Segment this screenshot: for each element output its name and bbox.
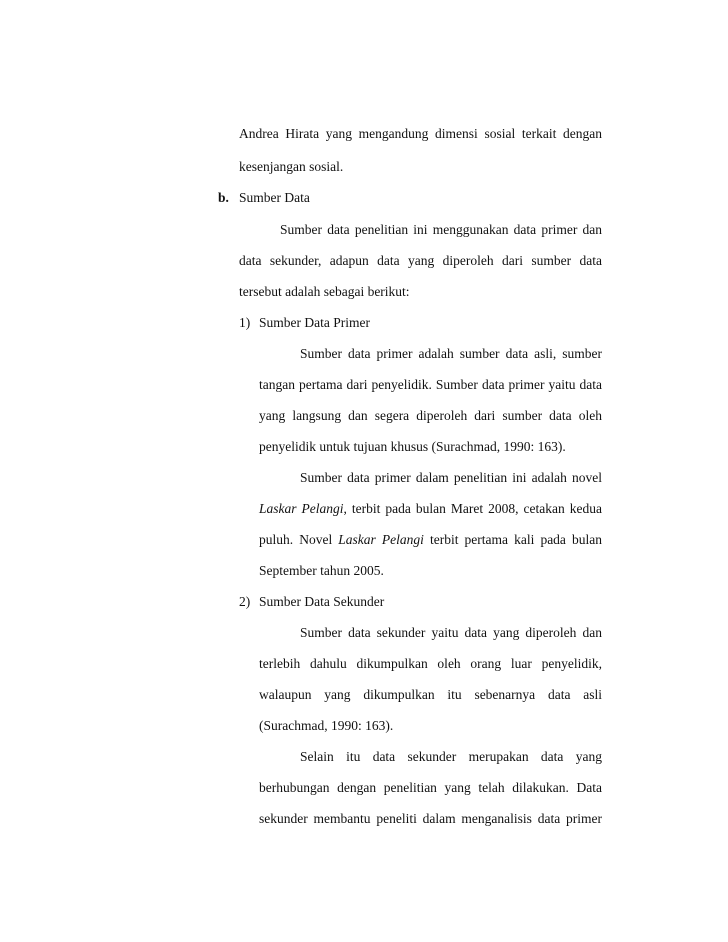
- section-b-heading: [218, 188, 310, 208]
- section-b-para-line: Sumber data penelitian ini menggunakan data primer dan: [280, 222, 602, 237]
- item-1-para-line: yang langsung dan segera diperoleh dari sumber data oleh: [259, 408, 602, 423]
- item-1-para2-line: puluh. Novel Laskar Pelangi terbit pertama kali pada bulan: [259, 532, 603, 547]
- item-1-title: Sumber Data Primer: [259, 315, 370, 330]
- section-b-title: Sumber Data: [239, 190, 310, 205]
- item-1-marker: 1): [239, 315, 251, 330]
- section-b-para-line: data sekunder, adapun data yang diperoleh dari sumber data: [239, 253, 602, 268]
- novel-title: Laskar Pelangi: [259, 501, 344, 516]
- item-2-para2-line: Selain itu data sekunder merupakan data yang: [300, 749, 602, 764]
- item-2-para-line: walaupun yang dikumpulkan itu sebenarnya data asli: [259, 687, 602, 702]
- intro-line-2: kesenjangan sosial.: [239, 159, 344, 174]
- item-1-para2-line: Sumber data primer dalam penelitian ini adalah novel: [300, 470, 602, 485]
- item-2-heading: [239, 592, 602, 612]
- intro-line-1: Andrea Hirata yang mengandung dimensi sosial terkait dengan: [239, 126, 602, 141]
- item-2-marker: 2): [239, 594, 251, 609]
- novel-title: Laskar Pelangi: [338, 532, 424, 547]
- item-1-para-line: Sumber data primer adalah sumber data asli, sumber: [300, 346, 602, 361]
- item-1-para-line: tangan pertama dari penyelidik. Sumber data primer yaitu data: [259, 377, 602, 392]
- item-2-para-line: Sumber data sekunder yaitu data yang diperoleh dan: [300, 625, 602, 640]
- section-b-marker: b.: [218, 190, 229, 205]
- section-b-para-line: tersebut adalah sebagai berikut:: [239, 284, 410, 299]
- item-1-para-line: penyelidik untuk tujuan khusus (Surachmad, 1990: 163).: [259, 439, 566, 454]
- item-1-para2-line: Laskar Pelangi, terbit pada bulan Maret 2008, cetakan kedua: [259, 501, 603, 516]
- item-2-title: Sumber Data Sekunder: [259, 594, 385, 609]
- item-2-para2-line: berhubungan dengan penelitian yang telah dilakukan. Data: [259, 780, 602, 795]
- item-1-para2-line: September tahun 2005.: [259, 563, 384, 578]
- item-2-para-line: (Surachmad, 1990: 163).: [259, 718, 394, 733]
- item-2-para2-line: sekunder membantu peneliti dalam menganalisis data primer: [259, 811, 602, 826]
- item-1-heading: [239, 313, 602, 333]
- item-2-para-line: terlebih dahulu dikumpulkan oleh orang luar penyelidik,: [259, 656, 602, 671]
